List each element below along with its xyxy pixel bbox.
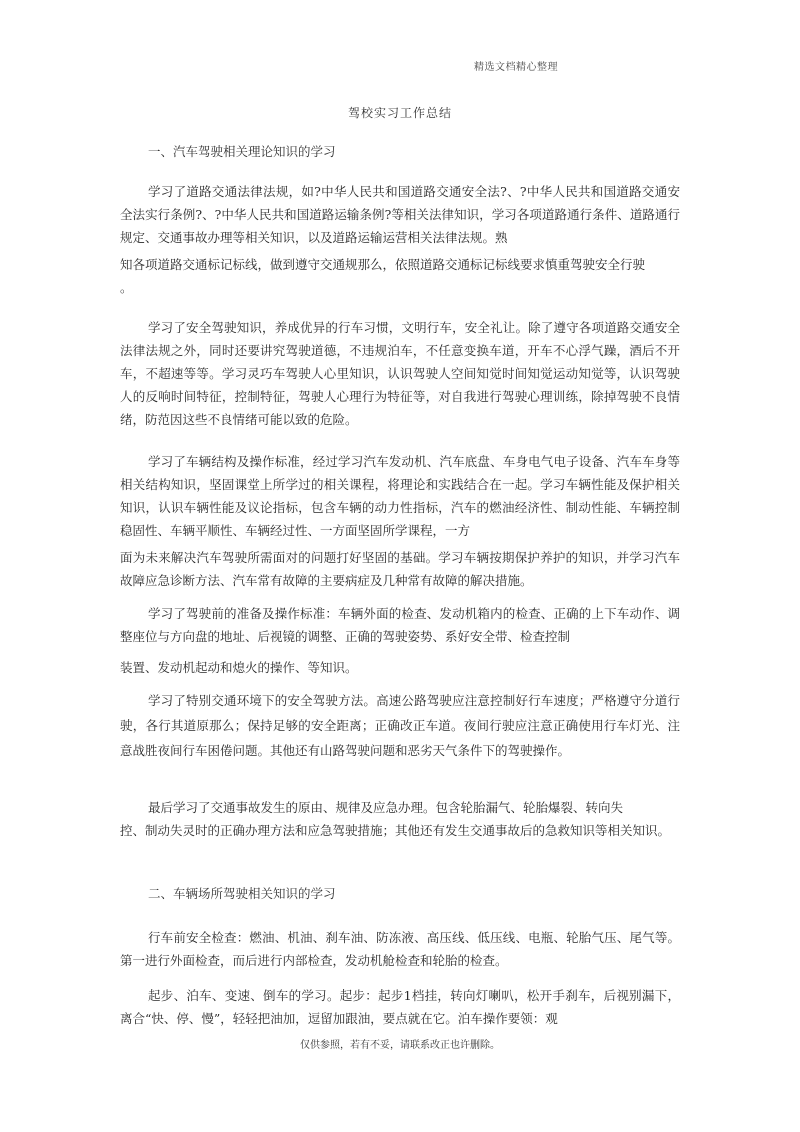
paragraph-8 [120,984,680,1030]
paragraph-7 [120,926,680,972]
paragraph-2 [120,316,680,431]
paragraph-5 [120,688,680,763]
paragraph-6-continued: 控、制动失灵时的正确办理方法和应急驾驶措施；其他还有发生交通事故后的急救知识等相关知识。 [120,823,671,838]
document-title: 驾校实习工作总结 [347,106,452,120]
paragraph-3-text: 学习了车辆结构及操作标准，经过学习汽车发动机、汽车底盘、车身电气电子设备、汽车车身等相关结构知识，坚固课堂上所学过的相关课程，将理论和实践结合在一起。学习车辆性能及保护相关知识，认识车辆性能及议论指标，包含车辆的动力性指标，汽车的燃油经济性、制动性能、车辆控制稳固性、车辆平顺性、车辆经过性、一方面坚固所学课程，一方 [120,454,680,538]
paragraph-3 [120,450,680,592]
paragraph-5-text: 学习了特别交通环境下的安全驾驶方法。高速公路驾驶应注意控制好行车速度；严格遵守分道行驶，各行其道原那么；保持足够的安全距离；正确改正车道。夜间行驶应注意正确使用行车灯光、注意战胜夜间行车困倦问题。其他还有山路驾驶问题和恶劣天气条件下的驾驶操作。 [120,693,680,758]
paragraph-6-text: 最后学习了交通事故发生的原由、规律及应急办理。包含轮胎漏气、轮胎爆裂、转向失 [148,800,624,815]
paragraph-8-text: 起步、泊车、变速、倒车的学习。起步：起步1档挂，转向灯喇叭，松开手刹车，后视别漏下，离合“快、停、慢”，轻轻把油加，逗留加跟油，要点就在它。泊车操作要领：观 [120,988,680,1026]
paragraph-1 [120,180,680,299]
paragraph-4 [120,602,680,679]
paragraph-3-continued: 面为未来解决汽车驾驶所需面对的问题打好坚固的基础。学习车辆按期保护养护的知识，并学习汽车故障应急诊断方法、汽车常有故障的主要病症及几种常有故障的解决措施。 [120,550,680,588]
header-note: 精选文档精心整理 [474,62,558,73]
footer-note: 仅供参照，若有不妥，请联系改正也许删除。 [300,1040,500,1051]
paragraph-2-text: 学习了安全驾驶知识，养成优异的行车习惯，文明行车，安全礼让。除了遵守各项道路交通安全法律法规之外，同时还要讲究驾驶道德，不违规泊车，不任意变换车道，开车不心浮气躁，酒后不开车，不超速等等。学习灵巧车驾驶人心里知识，认识驾驶人空间知觉时间知觉运动知觉等，认识驾驶人的反响时间特征，控制特征，驾驶人心理行为特征等，对自我进行驾驶心理训练，除掉驾驶不良情绪，防范因这些不良情绪可能以致的危险。 [120,320,680,427]
paragraph-7-text: 行车前安全检查：燃油、机油、刹车油、防冻液、高压线、低压线、电瓶、轮胎气压、尾气等。第一进行外面检查，而后进行内部检查，发动机舱检查和轮胎的检查。 [120,930,680,968]
section-heading-1: 一、汽车驾驶相关理论知识的学习 [148,144,336,159]
section-heading-2: 二、车辆场所驾驶相关知识的学习 [148,886,336,901]
paragraph-4-continued: 装置、发动机起动和熄火的操作、等知识。 [120,660,358,675]
paragraph-6 [120,796,680,842]
paragraph-4-text: 学习了驾驶前的准备及操作标准：车辆外面的检查、发动机箱内的检查、正确的上下车动作、调整座位与方向盘的地址、后视镜的调整、正确的驾驶姿势、系好安全带、检查控制 [120,606,680,644]
paragraph-1-text: 学习了道路交通法律法规，如?中华人民共和国道路交通安全法?、?中华人民共和国道路交通安全法实行条例?、?中华人民共和国道路运输条例?等相关法律知识，学习各项道路通行条件、道路通行规定、交通事故办理等相关知识，以及道路运输运营相关法律法规。熟 [120,184,680,245]
paragraph-1-end: 。 [120,280,133,295]
paragraph-1-continued: 知各项道路交通标记标线，做到遵守交通规那么，依照道路交通标记标线要求慎重驾驶安全行驶 [120,257,646,272]
